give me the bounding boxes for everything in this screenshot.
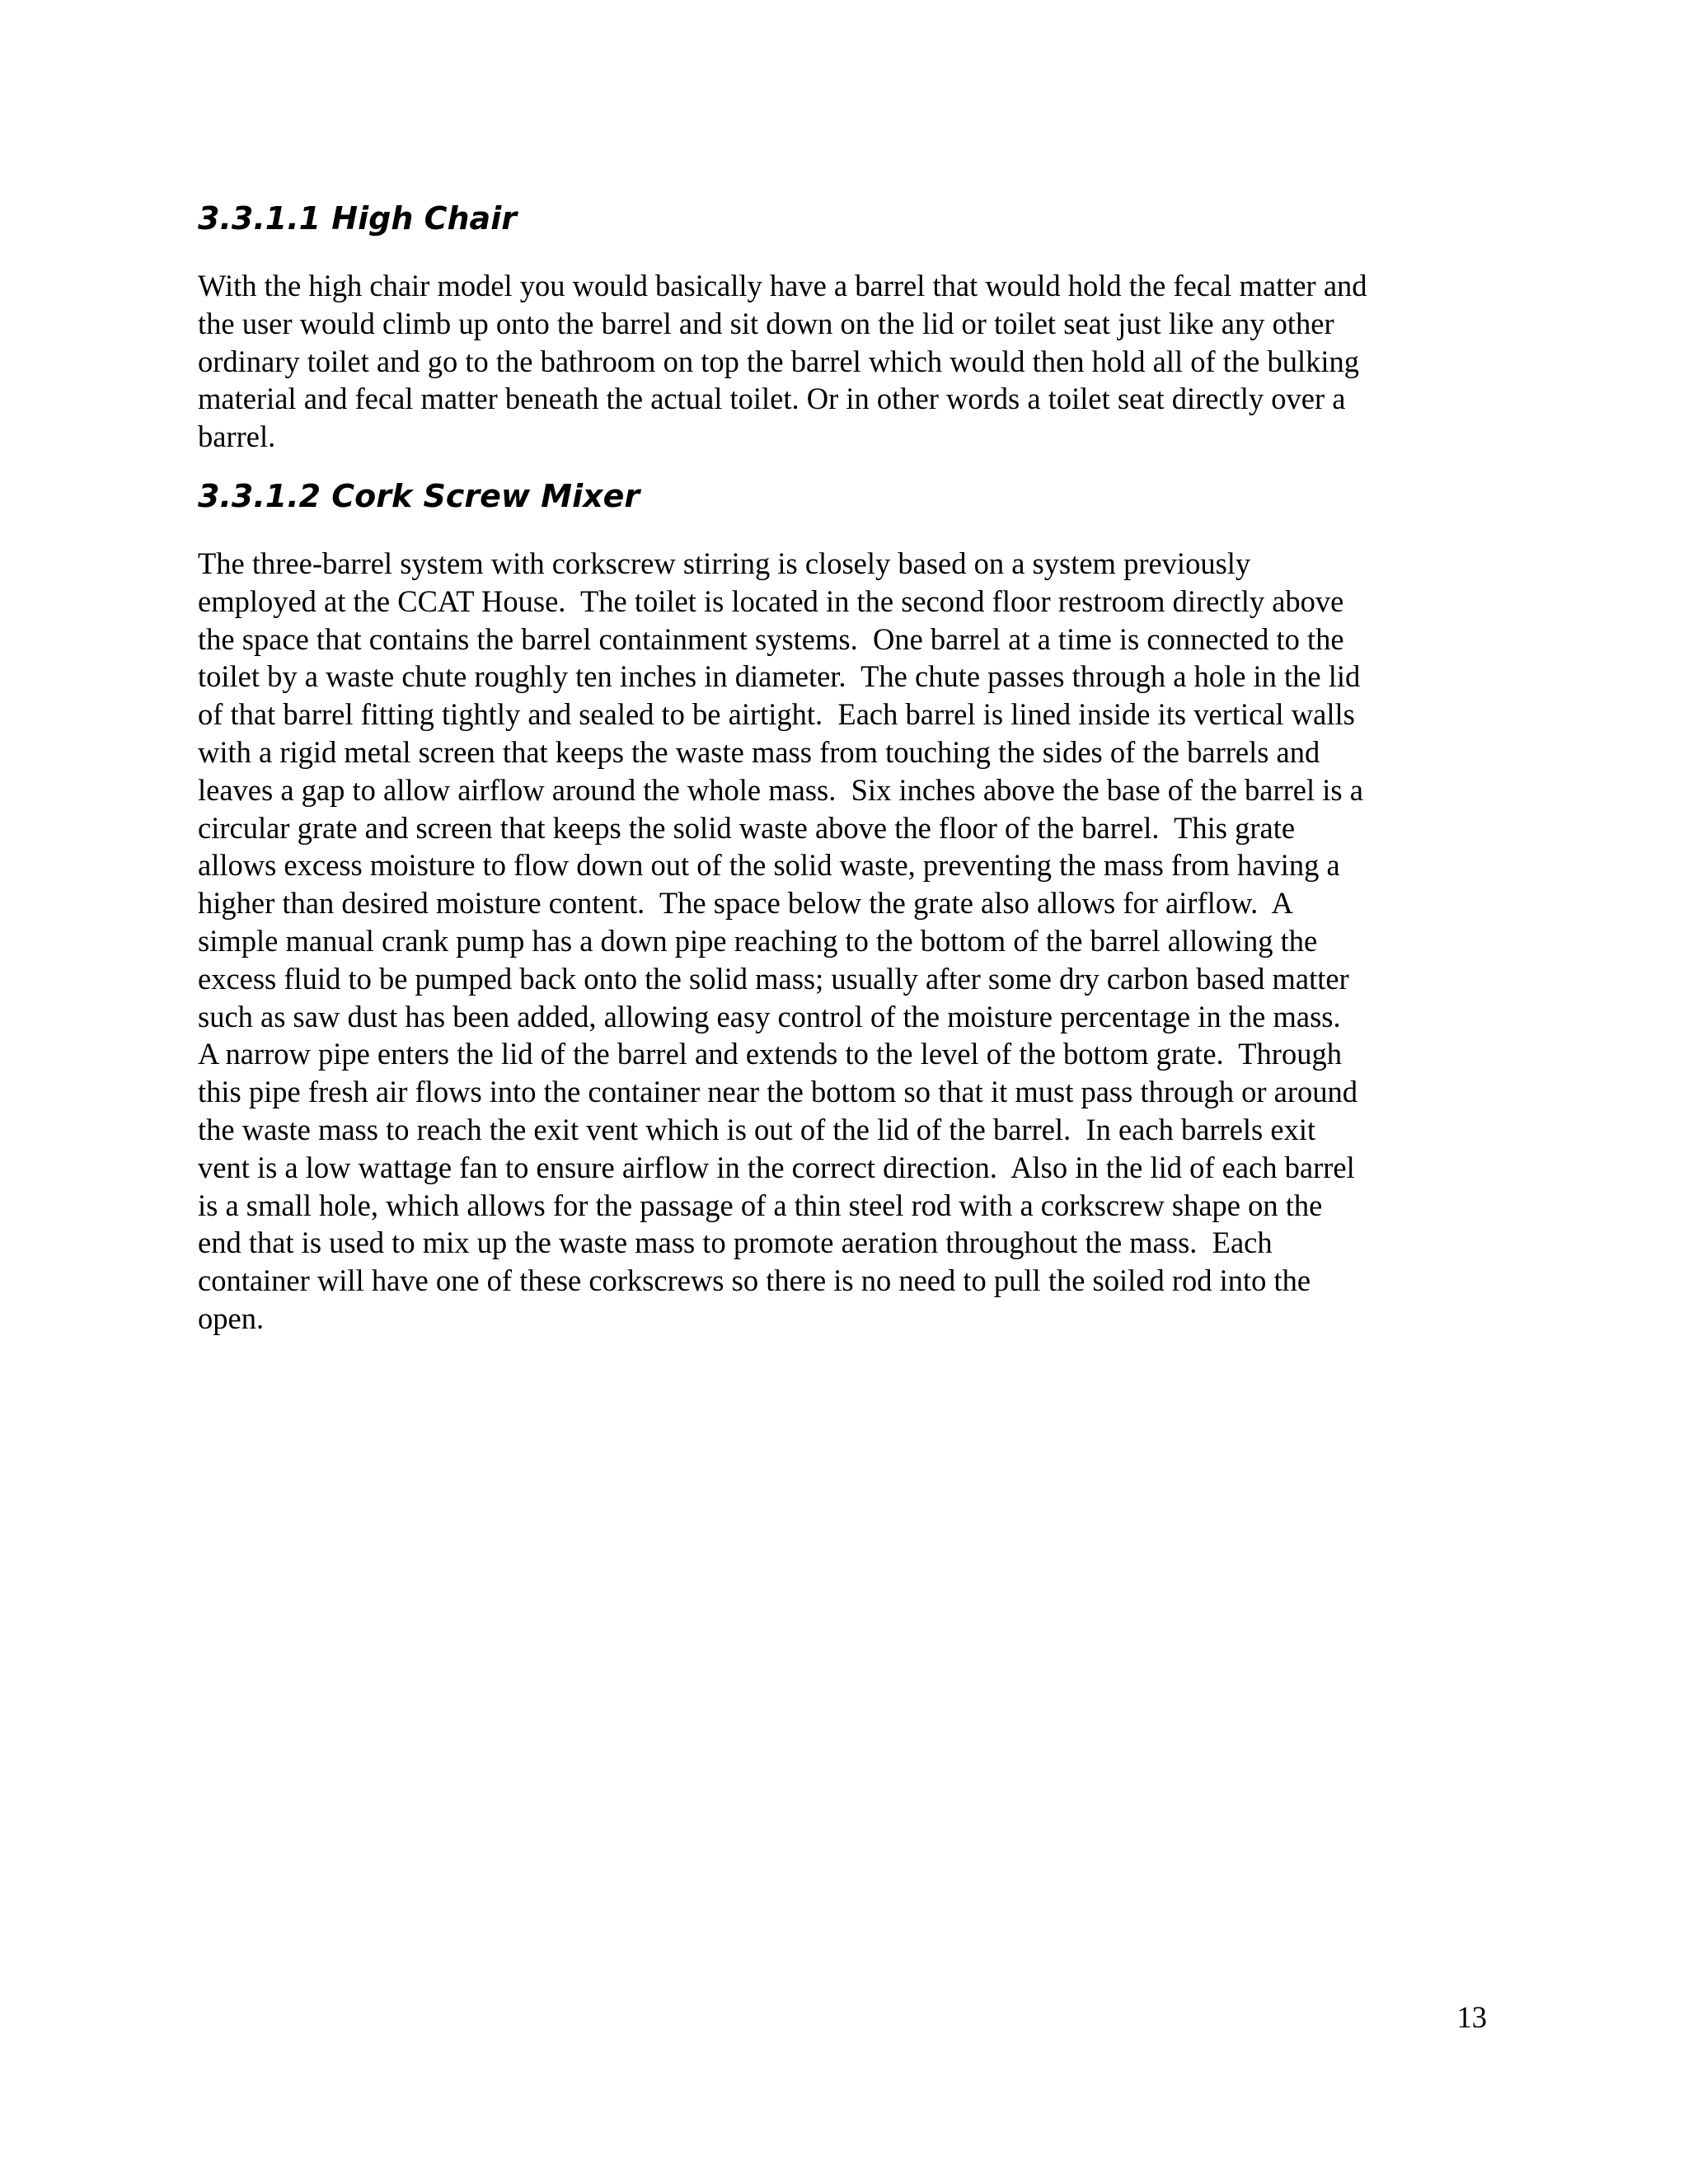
page-content [198, 198, 1492, 1338]
paragraph-high-chair: With the high chair model you would basically have a barrel that would hold the fecal matter and the user would climb up onto the barrel and sit down on the lid or toilet seat just like any other ordinary toilet and go to the bathroom on top the barrel which would then hold all of the bulking material and fecal matter beneath the actual toilet. Or in other words a toilet seat directly over a barrel. [198, 269, 1367, 454]
section-heading-high-chair: 3.3.1.1 High Chair [198, 200, 517, 237]
page-number: 13 [1456, 2000, 1487, 2034]
section-heading-cork-screw-mixer: 3.3.1.2 Cork Screw Mixer [198, 477, 640, 514]
paragraph-cork-screw-mixer: The three-barrel system with corkscrew stirring is closely based on a system previously employed at the CCAT House. The toilet is located in the second floor restroom directly above the space that contains the barrel containment systems. One barrel at a time is connected to the toilet by a waste chute roughly ten inches in diameter. The chute passes through a hole in the lid of that barrel fitting tightly and sealed to be airtight. Each barrel is lined inside its vertical walls with a rigid metal screen that keeps the waste mass from touching the sides of the barrels and leaves a gap to allow airflow around the whole mass. Six inches above the base of the barrel is a circular grate and screen that keeps the solid waste above the floor of the barrel. This grate allows excess moisture to flow down out of the solid waste, preventing the mass from having a higher than desired moisture content. The space below the grate also allows for airflow. A simple manual crank pump has a down pipe reaching to the bottom of the barrel allowing the excess fluid to be pumped back onto the solid mass; usually after some dry carbon based matter such as saw dust has been added, allowing easy control of the moisture percentage in the mass. A narrow pipe enters the lid of the barrel and extends to the level of the bottom grate. Through this pipe fresh air flows into the container near the bottom so that it must pass through or around the waste mass to reach the exit vent which is out of the lid of the barrel. In each barrels exit vent is a low wattage fan to ensure airflow in the correct direction. Also in the lid of each barrel is a small hole, which allows for the passage of a thin steel rod with a corkscrew shape on the end that is used to mix up the waste mass to promote aeration throughout the mass. Each container will have one of these corkscrews so there is no need to pull the soiled rod into the open. [198, 546, 1363, 1335]
